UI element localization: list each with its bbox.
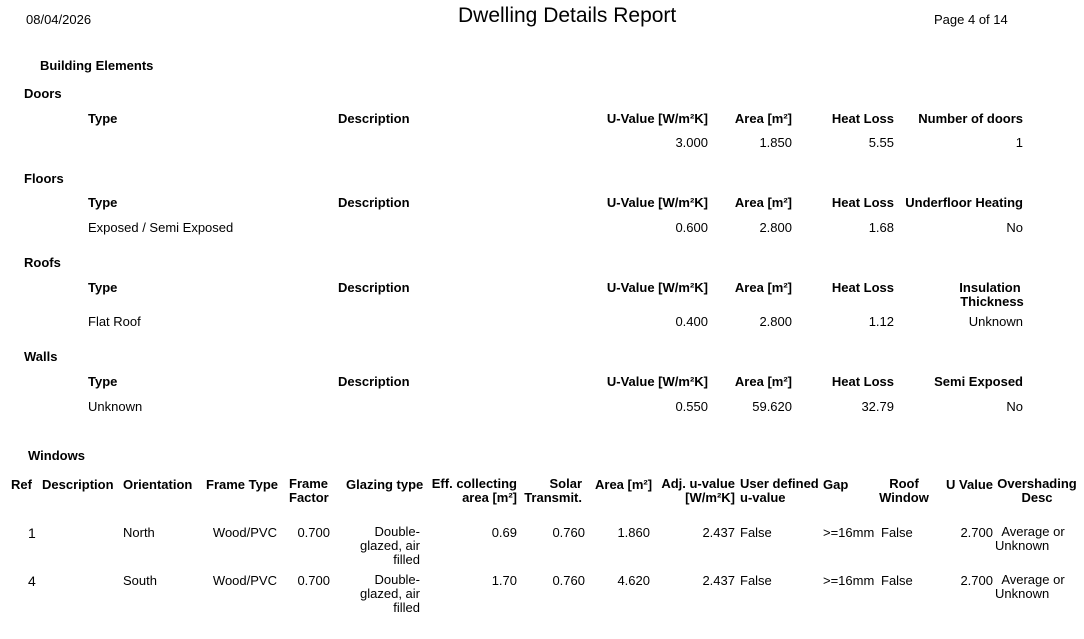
window-roof: False	[881, 573, 913, 588]
floors-col-heatloss: Heat Loss	[831, 195, 894, 210]
walls-col-heatloss: Heat Loss	[831, 374, 894, 389]
floors-col-underfloor: Underfloor Heating	[905, 195, 1023, 210]
window-frametype: Wood/PVC	[212, 525, 277, 540]
windows-col-roof-1: Roof	[889, 476, 919, 491]
window-uvalue: 2.700	[960, 525, 993, 540]
floors-col-area: Area [m²]	[734, 195, 792, 210]
windows-col-description: Description	[42, 477, 114, 492]
walls-col-area: Area [m²]	[734, 374, 792, 389]
window-roof: False	[881, 525, 913, 540]
walls-heatloss: 32.79	[861, 399, 894, 414]
walls-type: Unknown	[88, 399, 143, 414]
roofs-col-description: Description	[338, 280, 410, 295]
roofs-col-type: Type	[88, 280, 118, 295]
walls-col-uvalue: U-Value [W/m²K]	[606, 374, 708, 389]
window-glazing-1: Double-	[374, 524, 420, 539]
walls-semiexposed: No	[1006, 399, 1023, 414]
window-glazing-2: glazed, air	[360, 586, 420, 601]
roofs-insulation: Unknown	[968, 314, 1023, 329]
doors-heatloss: 5.55	[868, 135, 894, 150]
floors-heading: Floors	[24, 171, 64, 186]
windows-col-roof-2: Window	[879, 490, 929, 505]
roofs-uvalue: 0.400	[675, 314, 708, 329]
windows-heading: Windows	[28, 448, 85, 463]
roofs-area: 2.800	[759, 314, 792, 329]
window-overshading-2: Unknown	[995, 538, 1050, 553]
window-overshading-2: Unknown	[995, 586, 1050, 601]
window-area: 4.620	[617, 573, 650, 588]
windows-col-frametype: Frame Type	[206, 477, 279, 492]
window-orientation: North	[123, 525, 155, 540]
page-indicator: Page 4 of 14	[934, 12, 1008, 27]
window-frametype: Wood/PVC	[212, 573, 277, 588]
window-glazing-3: filled	[393, 552, 420, 567]
windows-col-user-2: u-value	[740, 490, 786, 505]
window-glazing-2: glazed, air	[360, 538, 420, 553]
window-gap: >=16mm	[823, 525, 875, 540]
roofs-heatloss: 1.12	[868, 314, 894, 329]
window-user-defined: False	[740, 573, 772, 588]
roofs-col-area: Area [m²]	[734, 280, 792, 295]
windows-col-solar-1: Solar	[549, 476, 582, 491]
windows-col-user-1: User defined	[740, 476, 819, 491]
floors-col-type: Type	[88, 195, 118, 210]
windows-col-solar-2: Transmit.	[524, 490, 582, 505]
floors-underfloor: No	[1006, 220, 1023, 235]
window-area: 1.860	[617, 525, 650, 540]
window-orientation: South	[123, 573, 157, 588]
report-date: 08/04/2026	[26, 12, 92, 27]
roofs-col-thickness: Thickness	[960, 294, 1024, 309]
floors-col-uvalue: U-Value [W/m²K]	[606, 195, 708, 210]
windows-col-area: Area [m²]	[595, 477, 653, 492]
window-ref: 1	[28, 525, 36, 541]
doors-number: 1	[1015, 135, 1023, 150]
windows-col-adj-2: [W/m²K]	[685, 490, 735, 505]
floors-uvalue: 0.600	[675, 220, 708, 235]
roofs-col-insulation: Insulation	[959, 280, 1021, 295]
walls-col-type: Type	[88, 374, 118, 389]
doors-uvalue: 3.000	[675, 135, 708, 150]
windows-col-adj-1: Adj. u-value	[661, 476, 735, 491]
windows-col-framefactor-1: Frame	[289, 476, 329, 491]
report-title: Dwelling Details Report	[458, 4, 677, 27]
roofs-heading: Roofs	[24, 255, 61, 270]
window-glazing-3: filled	[393, 600, 420, 615]
windows-col-eff-2: area [m²]	[462, 490, 517, 505]
floors-heatloss: 1.68	[868, 220, 894, 235]
window-ref: 4	[28, 573, 36, 589]
window-adj-uvalue: 2.437	[702, 525, 735, 540]
windows-col-framefactor-2: Factor	[289, 490, 329, 505]
floors-area: 2.800	[759, 220, 792, 235]
floors-type: Exposed / Semi Exposed	[88, 220, 234, 235]
floors-col-description: Description	[338, 195, 410, 210]
windows-col-overshading-1: Overshading	[997, 476, 1077, 491]
roofs-col-heatloss: Heat Loss	[831, 280, 894, 295]
window-eff: 1.70	[491, 573, 517, 588]
window-eff: 0.69	[491, 525, 517, 540]
doors-col-uvalue: U-Value [W/m²K]	[606, 111, 708, 126]
window-solar: 0.760	[552, 525, 585, 540]
windows-col-gap: Gap	[823, 477, 849, 492]
windows-col-glazing: Glazing type	[346, 477, 424, 492]
window-user-defined: False	[740, 525, 772, 540]
walls-col-semiexposed: Semi Exposed	[934, 374, 1023, 389]
doors-heading: Doors	[24, 86, 62, 101]
walls-heading: Walls	[24, 349, 58, 364]
window-overshading-1: Average or	[1001, 524, 1065, 539]
windows-col-overshading-2: Desc	[1021, 490, 1053, 505]
window-solar: 0.760	[552, 573, 585, 588]
roofs-col-uvalue: U-Value [W/m²K]	[606, 280, 708, 295]
windows-col-uvalue: U Value	[946, 477, 993, 492]
window-uvalue: 2.700	[960, 573, 993, 588]
windows-col-orientation: Orientation	[123, 477, 193, 492]
roofs-type: Flat Roof	[88, 314, 141, 329]
walls-uvalue: 0.550	[675, 399, 708, 414]
window-gap: >=16mm	[823, 573, 875, 588]
doors-col-number: Number of doors	[918, 111, 1023, 126]
doors-col-type: Type	[88, 111, 118, 126]
walls-area: 59.620	[752, 399, 792, 414]
window-glazing-1: Double-	[374, 572, 420, 587]
window-overshading-1: Average or	[1001, 572, 1065, 587]
window-adj-uvalue: 2.437	[702, 573, 735, 588]
doors-col-heatloss: Heat Loss	[831, 111, 894, 126]
window-framefactor: 0.700	[297, 573, 330, 588]
windows-col-eff-1: Eff. collecting	[431, 476, 517, 491]
window-framefactor: 0.700	[297, 525, 330, 540]
section-title: Building Elements	[40, 58, 154, 73]
windows-col-ref: Ref	[11, 477, 32, 492]
walls-col-description: Description	[338, 374, 410, 389]
doors-area: 1.850	[759, 135, 792, 150]
doors-col-area: Area [m²]	[734, 111, 792, 126]
doors-col-description: Description	[338, 111, 410, 126]
